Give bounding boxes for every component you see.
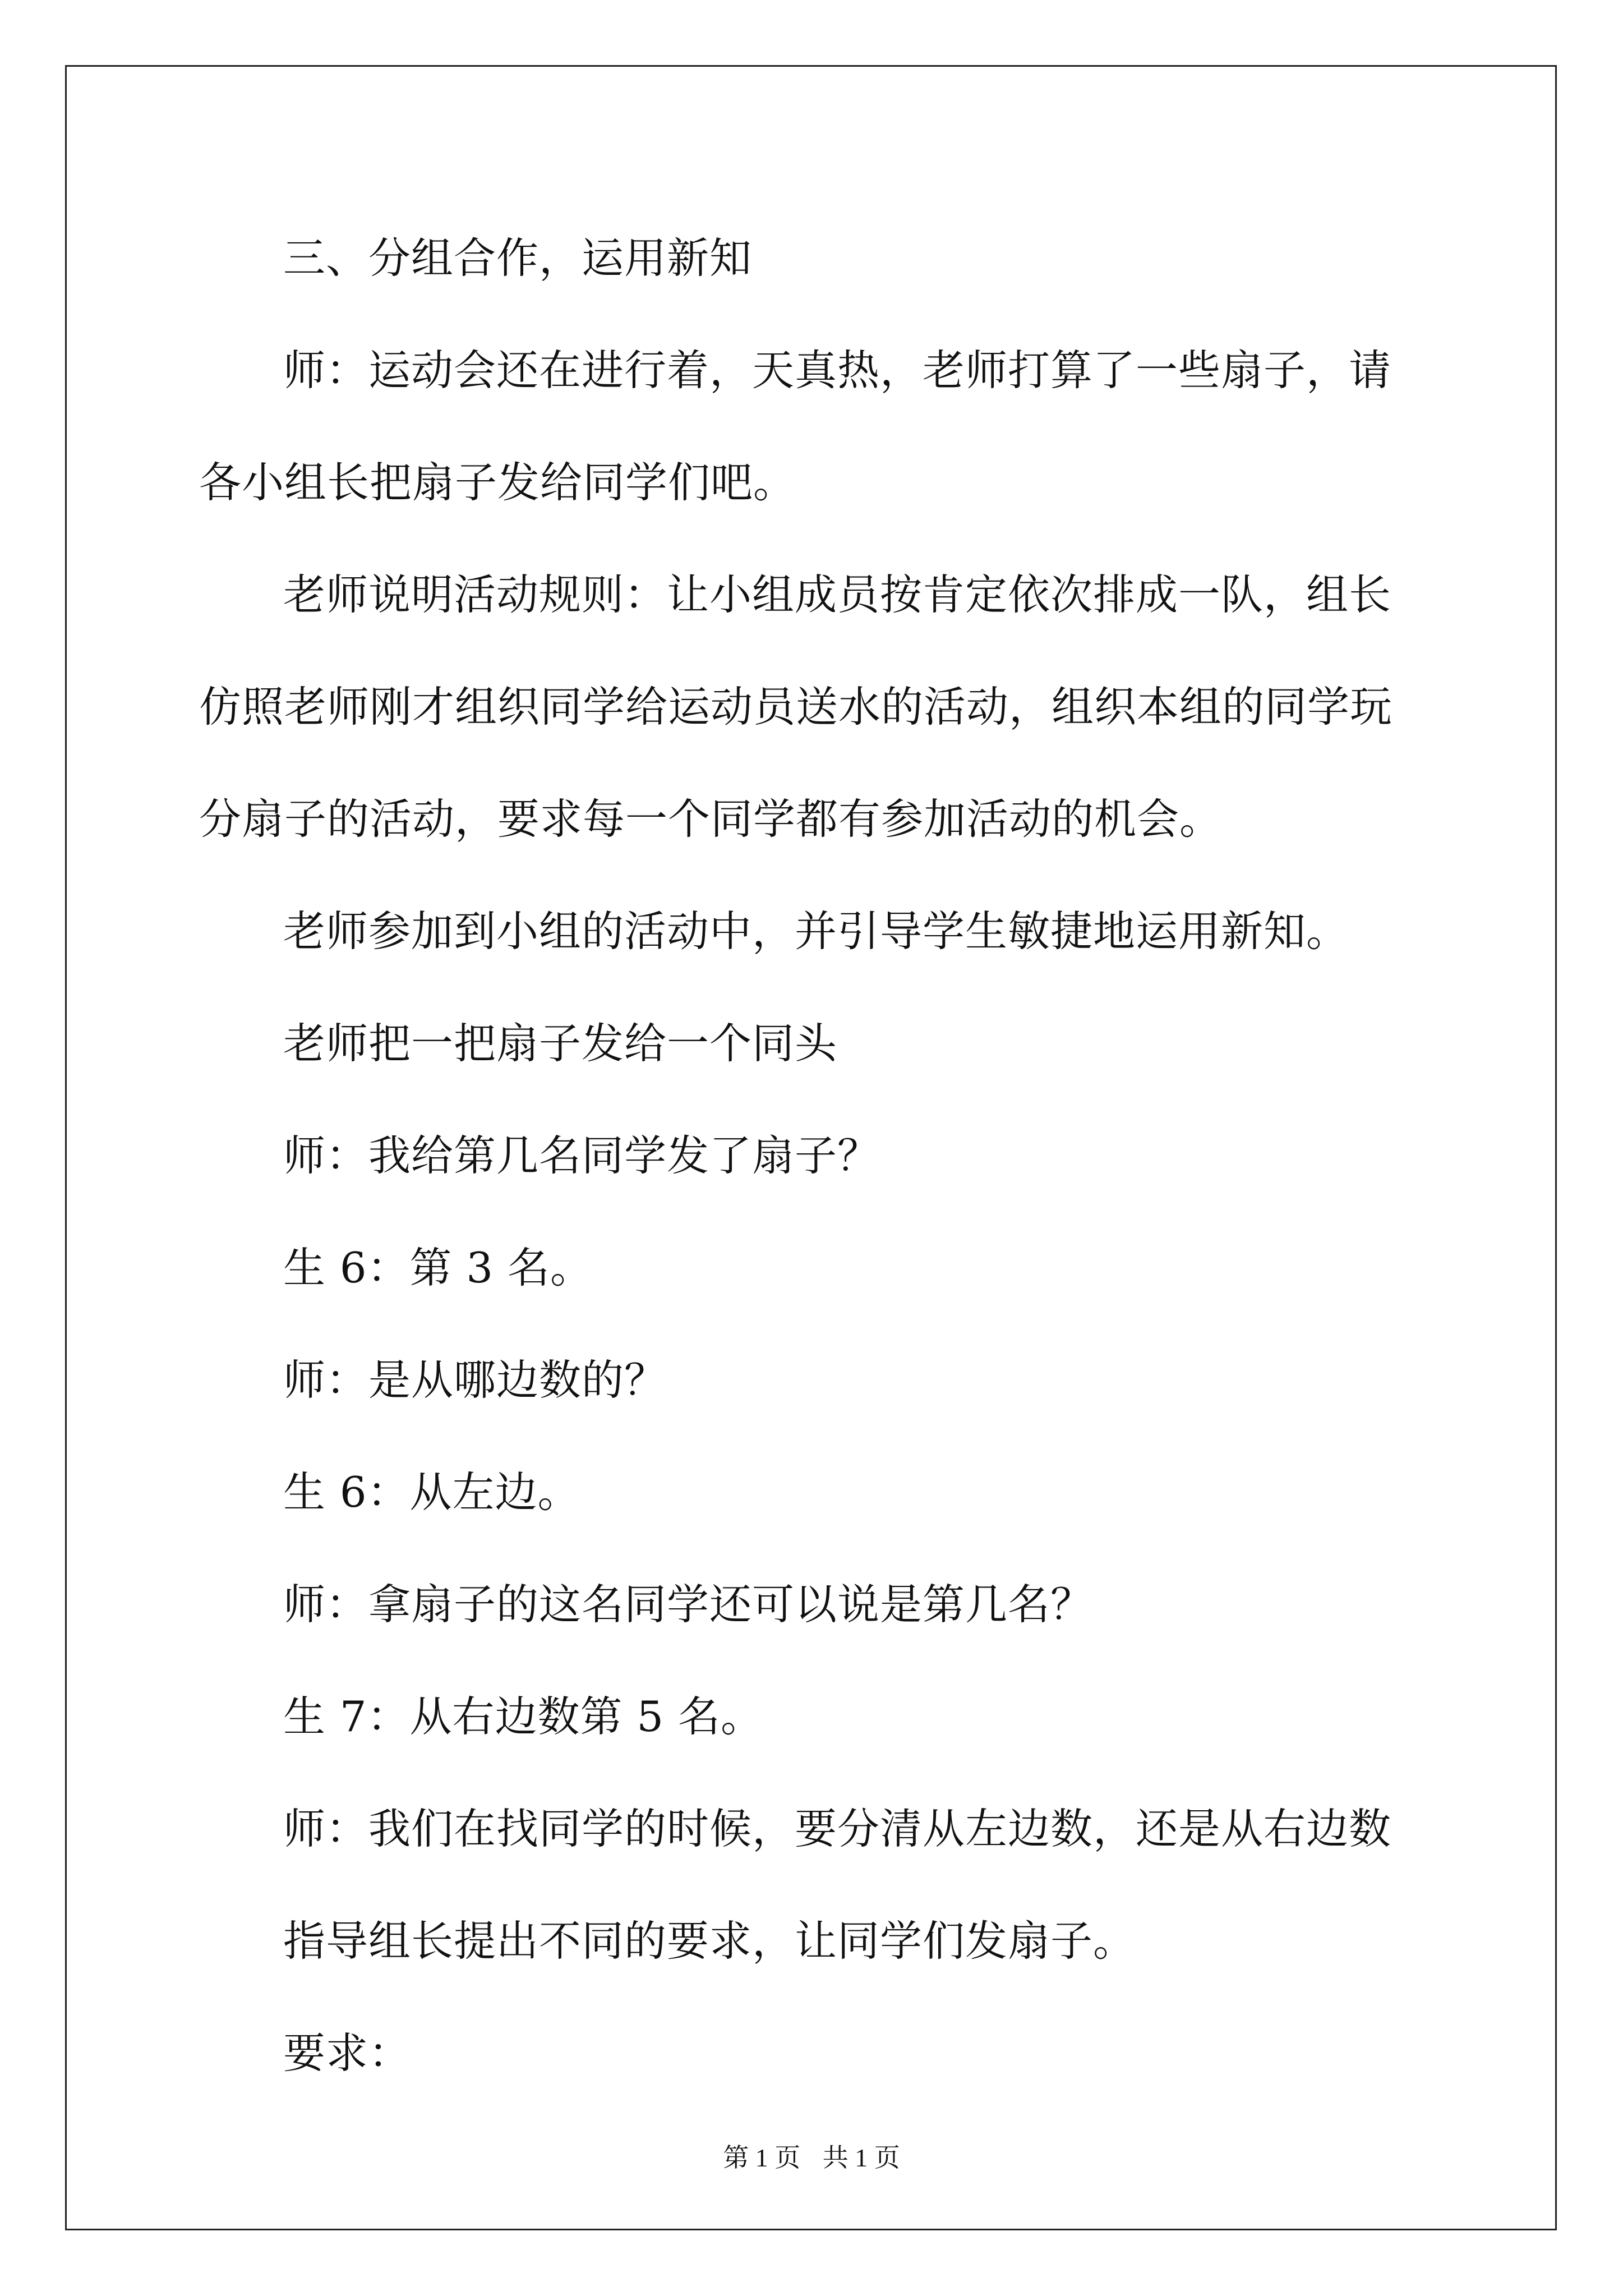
paragraph: 指导组长提出不同的要求，让同学们发扇子。 (283, 1916, 1136, 1966)
paragraph: 师：我们在找同学的时候，要分清从左边数，还是从右边数 (283, 1804, 1392, 1853)
paragraph: 师：是从哪边数的？ (283, 1355, 667, 1405)
paragraph: 师：我给第几名同学发了扇子？ (283, 1131, 880, 1180)
paragraph: 生 7：从右边数第 5 名。 (283, 1692, 763, 1741)
paragraph: 师：运动会还在进行着，天真热，老师打算了一些扇子，请各小组长把扇子发给同学们吧。 (199, 346, 1392, 507)
page-footer (0, 2137, 1623, 2174)
paragraph: 师：拿扇子的这名同学还可以说是第几名？ (283, 1580, 1094, 1629)
paragraph: 老师说明活动规则：让小组成员按肯定依次排成一队，组长仿照老师刚才组织同学给运动员送水的活动，组织本组的同学玩分扇子的活动，要求每一个同学都有参加活动的机会。 (199, 570, 1393, 844)
paragraph: 生 6：从左边。 (283, 1467, 580, 1517)
page-total: 共 1 页 (822, 2143, 900, 2172)
paragraph: 要求： (283, 2028, 412, 2078)
paragraph: 老师把一把扇子发给一个同头 (283, 1019, 838, 1068)
section-heading: 三、分组合作，运用新知 (283, 233, 753, 283)
paragraph: 生 6：第 3 名。 (283, 1243, 593, 1292)
paragraph: 老师参加到小组的活动中，并引导学生敏捷地运用新知。 (283, 907, 1349, 956)
document-body (199, 202, 1433, 2109)
page-number: 第 1 页 (723, 2143, 801, 2172)
